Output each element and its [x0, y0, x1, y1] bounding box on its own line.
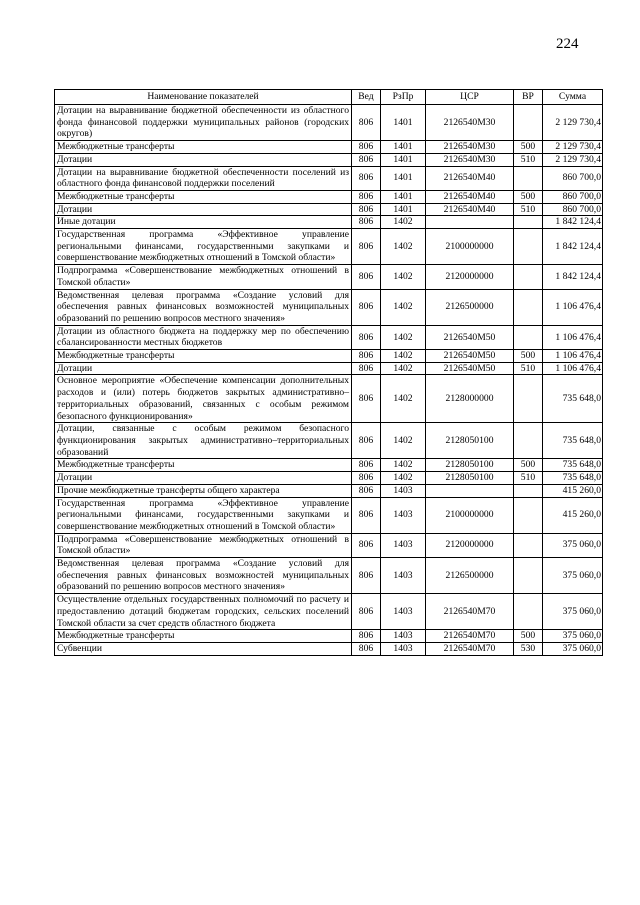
row-rzpr: 1401 [381, 105, 426, 141]
row-vr [514, 216, 543, 229]
row-sum: 860 700,0 [543, 203, 603, 216]
table-row [55, 533, 603, 557]
table-row [55, 459, 603, 472]
row-csr: 2126540М50 [426, 362, 514, 375]
row-name: Дотации на выравнивание бюджетной обеспеченности из областного фонда финансовой поддержки муниципальных районов (городских округов) [55, 105, 352, 141]
row-vr: 510 [514, 362, 543, 375]
row-vr [514, 497, 543, 533]
row-vr [514, 265, 543, 289]
row-rzpr: 1401 [381, 203, 426, 216]
row-rzpr: 1402 [381, 362, 426, 375]
table-row [55, 203, 603, 216]
row-ved: 806 [352, 362, 381, 375]
table-row [55, 423, 603, 459]
row-name: Подпрограмма «Совершенствование межбюджетных отношений в Томской области» [55, 533, 352, 557]
row-sum: 375 060,0 [543, 558, 603, 594]
row-sum: 735 648,0 [543, 375, 603, 423]
table-row [55, 350, 603, 363]
table-row [55, 558, 603, 594]
row-sum: 2 129 730,4 [543, 105, 603, 141]
row-csr: 2120000000 [426, 533, 514, 557]
table-row [55, 325, 603, 349]
header-vr: ВР [514, 90, 543, 105]
row-ved: 806 [352, 105, 381, 141]
row-ved: 806 [352, 141, 381, 154]
row-csr: 2126540М70 [426, 642, 514, 655]
row-name: Межбюджетные трансферты [55, 350, 352, 363]
row-rzpr: 1403 [381, 594, 426, 630]
row-sum: 415 260,0 [543, 497, 603, 533]
row-rzpr: 1403 [381, 558, 426, 594]
row-ved: 806 [352, 484, 381, 497]
row-csr: 2126540М30 [426, 153, 514, 166]
row-name: Ведомственная целевая программа «Создание условий для обеспечения равных финансовых возможностей муниципальных образований по решению вопросов местного значения» [55, 289, 352, 325]
header-name: Наименование показателей [55, 90, 352, 105]
row-rzpr: 1403 [381, 497, 426, 533]
row-sum: 735 648,0 [543, 472, 603, 485]
row-name: Дотации [55, 203, 352, 216]
row-name: Прочие межбюджетные трансферты общего характера [55, 484, 352, 497]
row-rzpr: 1401 [381, 153, 426, 166]
row-rzpr: 1402 [381, 325, 426, 349]
table-row [55, 216, 603, 229]
row-csr: 2120000000 [426, 265, 514, 289]
row-sum: 1 842 124,4 [543, 229, 603, 265]
table-row [55, 497, 603, 533]
row-vr [514, 289, 543, 325]
row-name: Межбюджетные трансферты [55, 459, 352, 472]
table-row [55, 153, 603, 166]
table-row [55, 265, 603, 289]
row-rzpr: 1401 [381, 190, 426, 203]
row-ved: 806 [352, 265, 381, 289]
row-name: Основное мероприятие «Обеспечение компенсации дополнительных расходов и (или) потерь бюджетов закрытых административно–территориальных образований, связанных с особым режимом безопасного функционирования» [55, 375, 352, 423]
row-vr: 500 [514, 459, 543, 472]
row-sum: 860 700,0 [543, 190, 603, 203]
row-vr: 530 [514, 642, 543, 655]
row-ved: 806 [352, 203, 381, 216]
row-ved: 806 [352, 630, 381, 643]
row-name: Осуществление отдельных государственных полномочий по расчету и предоставлению дотаций бюджетам городских, сельских поселений Томской области за счет средств областного бюджета [55, 594, 352, 630]
row-sum: 375 060,0 [543, 594, 603, 630]
table-header-row [55, 90, 603, 105]
row-sum: 735 648,0 [543, 459, 603, 472]
row-name: Дотации, связанные с особым режимом безопасного функционирования закрытых административно–территориальных образований [55, 423, 352, 459]
row-csr [426, 216, 514, 229]
row-rzpr: 1401 [381, 166, 426, 190]
page-number: 224 [556, 36, 579, 52]
row-vr [514, 594, 543, 630]
row-name: Дотации [55, 153, 352, 166]
row-ved: 806 [352, 423, 381, 459]
row-rzpr: 1402 [381, 472, 426, 485]
table-row [55, 229, 603, 265]
row-csr: 2126500000 [426, 558, 514, 594]
header-sum: Сумма [543, 90, 603, 105]
row-ved: 806 [352, 472, 381, 485]
row-ved: 806 [352, 533, 381, 557]
row-vr [514, 533, 543, 557]
row-name: Дотации из областного бюджета на поддержку мер по обеспечению сбалансированности местных бюджетов [55, 325, 352, 349]
row-name: Межбюджетные трансферты [55, 190, 352, 203]
row-csr: 2126540М70 [426, 630, 514, 643]
row-rzpr: 1403 [381, 484, 426, 497]
table-row [55, 594, 603, 630]
row-rzpr: 1403 [381, 630, 426, 643]
row-ved: 806 [352, 325, 381, 349]
row-name: Государственная программа «Эффективное управление региональными финансами, государственными закупками и совершенствование межбюджетных отношений в Томской области» [55, 229, 352, 265]
row-sum: 735 648,0 [543, 423, 603, 459]
row-sum: 1 106 476,4 [543, 362, 603, 375]
row-name: Государственная программа «Эффективное управление региональными финансами, государственными закупками и совершенствование межбюджетных отношений в Томской области» [55, 497, 352, 533]
row-rzpr: 1403 [381, 642, 426, 655]
row-sum: 1 106 476,4 [543, 289, 603, 325]
table-row [55, 141, 603, 154]
row-sum: 1 106 476,4 [543, 325, 603, 349]
row-ved: 806 [352, 153, 381, 166]
row-vr [514, 558, 543, 594]
row-name: Иные дотации [55, 216, 352, 229]
row-ved: 806 [352, 594, 381, 630]
table-row [55, 166, 603, 190]
row-vr [514, 484, 543, 497]
table-row [55, 642, 603, 655]
row-vr [514, 375, 543, 423]
row-rzpr: 1402 [381, 265, 426, 289]
table-row [55, 362, 603, 375]
row-sum: 375 060,0 [543, 533, 603, 557]
row-csr: 2126540М50 [426, 350, 514, 363]
row-vr: 510 [514, 472, 543, 485]
table-row [55, 630, 603, 643]
row-name: Подпрограмма «Совершенствование межбюджетных отношений в Томской области» [55, 265, 352, 289]
row-sum: 415 260,0 [543, 484, 603, 497]
row-vr [514, 325, 543, 349]
row-name: Дотации [55, 472, 352, 485]
row-csr: 2126540М70 [426, 594, 514, 630]
row-name: Межбюджетные трансферты [55, 630, 352, 643]
row-rzpr: 1402 [381, 459, 426, 472]
row-ved: 806 [352, 190, 381, 203]
table-body [55, 105, 603, 656]
row-csr: 2126540М40 [426, 203, 514, 216]
row-vr: 510 [514, 203, 543, 216]
row-csr: 2126500000 [426, 289, 514, 325]
row-vr [514, 105, 543, 141]
row-csr: 2126540М30 [426, 141, 514, 154]
row-name: Дотации [55, 362, 352, 375]
budget-table [54, 89, 603, 656]
row-csr: 2126540М40 [426, 166, 514, 190]
row-rzpr: 1401 [381, 141, 426, 154]
row-ved: 806 [352, 558, 381, 594]
row-name: Субвенции [55, 642, 352, 655]
row-sum: 375 060,0 [543, 642, 603, 655]
row-csr: 2128050100 [426, 472, 514, 485]
table-row [55, 472, 603, 485]
row-rzpr: 1402 [381, 216, 426, 229]
row-csr: 2100000000 [426, 497, 514, 533]
row-rzpr: 1402 [381, 423, 426, 459]
row-ved: 806 [352, 166, 381, 190]
row-csr: 2128050100 [426, 423, 514, 459]
row-ved: 806 [352, 459, 381, 472]
header-rzpr: РзПр [381, 90, 426, 105]
row-vr: 500 [514, 630, 543, 643]
row-sum: 1 842 124,4 [543, 265, 603, 289]
row-sum: 1 106 476,4 [543, 350, 603, 363]
header-csr: ЦСР [426, 90, 514, 105]
row-rzpr: 1402 [381, 229, 426, 265]
table-row [55, 375, 603, 423]
row-rzpr: 1402 [381, 350, 426, 363]
row-vr: 500 [514, 350, 543, 363]
table-row [55, 105, 603, 141]
row-sum: 1 842 124,4 [543, 216, 603, 229]
row-vr [514, 423, 543, 459]
row-vr [514, 166, 543, 190]
row-csr: 2128000000 [426, 375, 514, 423]
header-ved: Вед [352, 90, 381, 105]
row-ved: 806 [352, 497, 381, 533]
row-vr: 500 [514, 141, 543, 154]
row-name: Ведомственная целевая программа «Создание условий для обеспечения равных финансовых возможностей муниципальных образований по решению вопросов местного значения» [55, 558, 352, 594]
row-csr [426, 484, 514, 497]
row-ved: 806 [352, 289, 381, 325]
table-row [55, 289, 603, 325]
row-rzpr: 1402 [381, 375, 426, 423]
row-sum: 860 700,0 [543, 166, 603, 190]
row-csr: 2126540М40 [426, 190, 514, 203]
row-name: Дотации на выравнивание бюджетной обеспеченности поселений из областного фонда финансовой поддержки поселений [55, 166, 352, 190]
row-sum: 375 060,0 [543, 630, 603, 643]
row-rzpr: 1402 [381, 289, 426, 325]
row-rzpr: 1403 [381, 533, 426, 557]
row-ved: 806 [352, 229, 381, 265]
row-vr: 500 [514, 190, 543, 203]
row-name: Межбюджетные трансферты [55, 141, 352, 154]
row-vr: 510 [514, 153, 543, 166]
row-ved: 806 [352, 642, 381, 655]
row-ved: 806 [352, 350, 381, 363]
table-row [55, 190, 603, 203]
row-vr [514, 229, 543, 265]
row-csr: 2128050100 [426, 459, 514, 472]
row-ved: 806 [352, 375, 381, 423]
row-sum: 2 129 730,4 [543, 153, 603, 166]
row-csr: 2126540М30 [426, 105, 514, 141]
table-row [55, 484, 603, 497]
row-ved: 806 [352, 216, 381, 229]
row-sum: 2 129 730,4 [543, 141, 603, 154]
row-csr: 2126540М50 [426, 325, 514, 349]
row-csr: 2100000000 [426, 229, 514, 265]
